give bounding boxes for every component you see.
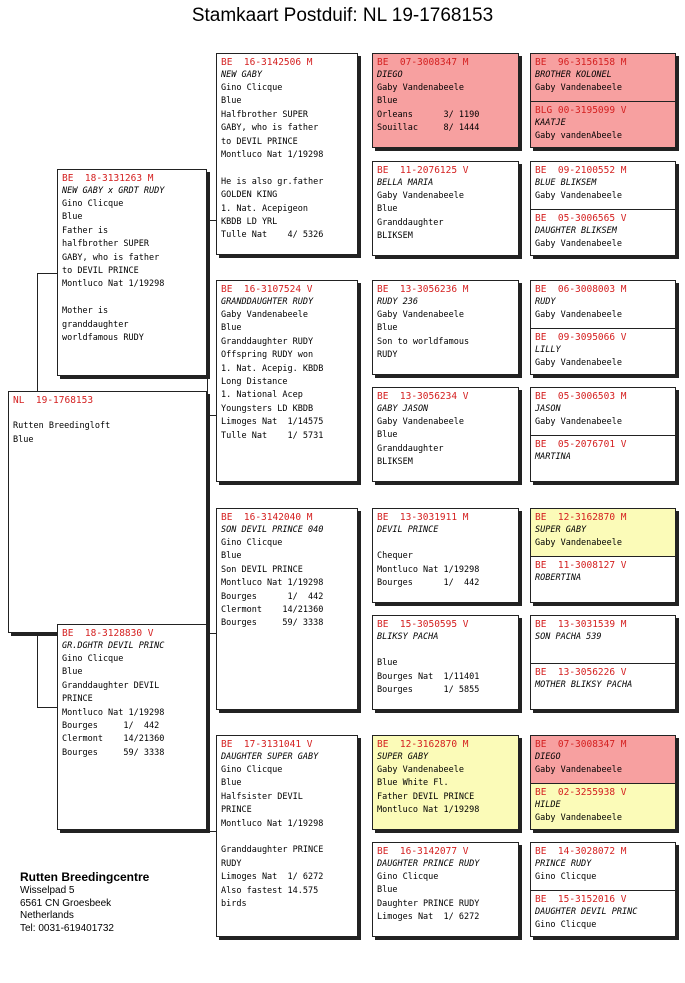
info-line: 1. Nat. Acepigeon [221,203,308,214]
info-line: Blue [221,778,242,789]
owner: Gino Clicque [535,920,597,930]
info-line: Blue White Fl. [377,778,449,789]
info-line: Gaby Vandenabeele [377,417,464,427]
pedigree-box-gen3 [372,615,519,710]
info-line: RUDY [377,350,398,361]
address-line: 6561 CN Groesbeek [20,897,112,909]
owner: Gaby Vandenabeele [535,310,622,320]
phone-number: Tel: 0031-619401732 [20,922,114,934]
ring-number: BE 11-3008127 V [535,560,627,571]
info-line [377,537,514,550]
pedigree-box-gen4 [530,387,676,482]
pigeon-name: SUPER GABY [377,752,429,762]
info-line: Bourges 1/ 442 [62,721,160,732]
ring-number: BE 13-3056234 V [377,391,469,402]
ring-number: BE 16-3142077 V [377,846,469,857]
owner: Gaby Vandenabeele [535,239,622,249]
page-title: Stamkaart Postduif: NL 19-1768153 [191,5,494,26]
pedigree-box-dam [57,624,207,830]
info-line: Gino Clicque [221,83,283,93]
info-line: GABY, who is father [62,252,160,263]
info-line: Souillac 8/ 1444 [377,123,480,134]
ring-number: BE 05-3006565 V [535,213,627,224]
ring-number: BE 13-3031539 M [535,619,627,630]
info-line: Blue [221,96,242,107]
owner [535,464,671,477]
info-line: Blue [377,885,398,896]
connector-sire-parents [207,220,208,415]
pedigree-box-gen2 [216,508,358,710]
ring-number: BE 16-3142506 M [221,57,313,68]
pedigree-box-gen4 [530,735,676,830]
owner: Gino Clicque [535,872,597,882]
info-line: Blue [377,96,398,107]
ring-number: BE 17-3131041 V [221,739,313,750]
info-line: Gino Clicque [377,872,439,882]
ring-number: BE 96-3156158 M [535,57,627,68]
pedigree-box-gen4 [530,842,676,937]
info-line: Clermont 14/21360 [221,605,324,616]
info-line: Orleans 3/ 1190 [377,109,480,120]
info-line: Granddaughter PRINCE [221,845,324,856]
pigeon-name: RUDY [535,297,556,307]
info-line [13,407,202,420]
info-line: halfbrother SUPER [62,239,149,250]
pedigree-box-sire [57,169,207,376]
info-line: Montluco Nat 1/19298 [62,707,165,718]
pigeon-name: MOTHER BLIKSY PACHA [535,680,633,690]
info-line [221,831,353,844]
connector-sire-sire [207,220,216,221]
info-line: Blue [377,430,398,441]
pigeon-name: PRINCE RUDY [535,859,592,869]
breeder-name: Rutten Breedingcentre [20,870,150,884]
info-line: Gino Clicque [221,538,283,548]
info-line: Montluco Nat 1/19298 [377,805,480,816]
ring-number: BE 15-3152016 V [535,894,627,905]
pedigree-box-gen4 [530,161,676,256]
info-line: GOLDEN KING [221,190,278,201]
info-line: Gaby Vandenabeele [377,765,464,775]
info-line: Granddaughter [377,443,444,454]
owner: Gaby Vandenabeele [535,417,622,427]
info-line: Bourges Nat 1/11401 [377,671,480,682]
pedigree-box-gen2 [216,53,358,255]
pigeon-name: JASON [535,404,561,414]
pigeon-name: DAUGHTER PRINCE RUDY [377,859,480,869]
info-line: Blue [13,434,34,445]
pedigree-box-gen4 [530,53,676,148]
info-line: Montluco Nat 1/19298 [221,818,324,829]
info-line: Daughter PRINCE RUDY [377,898,480,909]
ring-number: BE 12-3162870 M [535,512,627,523]
connector-sire [37,273,57,274]
owner: Gaby Vandenabeele [535,765,622,775]
pigeon-name: SON DEVIL PRINCE 040 [221,525,324,535]
info-line: He is also gr.father [221,176,324,187]
owner: Gaby vandenAbeele [535,131,622,141]
info-line: Rutten Breedingloft [13,421,111,432]
pigeon-name: NEW GABY [221,70,262,80]
info-line: Gaby Vandenabeele [377,191,464,201]
breeder-address [20,869,149,935]
info-line: Chequer [377,551,413,562]
pigeon-name: NEW GABY x GRDT RUDY [62,186,165,196]
info-line: Halfbrother SUPER [221,109,308,120]
info-line: Blue [221,551,242,562]
ring-number: BE 09-2100552 M [535,165,627,176]
info-line: Mother is [62,306,109,317]
info-line: Limoges Nat 1/ 6272 [221,872,324,883]
pedigree-box-gen3 [372,508,519,603]
pigeon-name: HILDE [535,800,561,810]
info-line: RUDY [221,858,242,869]
ring-number: BE 16-3107524 V [221,284,313,295]
connector-dam-dam [207,831,216,832]
pigeon-name: DIEGO [377,70,403,80]
info-line: Montluco Nat 1/19298 [62,279,165,290]
info-line: Tulle Nat 4/ 5326 [221,230,324,241]
info-line: granddaughter [62,319,129,330]
info-line: Bourges 59/ 3338 [62,747,165,758]
info-line: Clermont 14/21360 [62,734,165,745]
pigeon-name: SUPER GABY [535,525,587,535]
info-line: Bourges 1/ 442 [377,578,480,589]
info-line: Limoges Nat 1/ 6272 [377,912,480,923]
owner: Gaby Vandenabeele [535,191,622,201]
info-line: Son DEVIL PRINCE [221,564,303,575]
pigeon-name: DAUGHTER BLIKSEM [535,226,617,236]
info-line: Montluco Nat 1/19298 [221,578,324,589]
info-line [221,162,353,175]
info-line: Blue [377,658,398,669]
pedigree-box-gen2 [216,735,358,937]
pedigree-box-gen3 [372,387,519,482]
info-line: Gino Clicque [62,199,124,209]
pigeon-name: RUDY 236 [377,297,418,307]
info-line: KBDB LD YRL [221,217,278,228]
info-line: Bourges 59/ 3338 [221,618,324,629]
pigeon-name: MARTINA [535,452,571,462]
ring-number: BE 16-3142040 M [221,512,313,523]
address-line: Wisselpad 5 [20,885,75,896]
info-line: PRINCE [221,805,252,816]
info-line [62,292,202,305]
connector-dam [37,707,57,708]
pigeon-name: DIEGO [535,752,561,762]
ring-number: BE 13-3056226 V [535,667,627,678]
pedigree-box-gen2 [216,280,358,482]
info-line: Blue [221,323,242,334]
info-line: Granddaughter DEVIL [62,680,160,691]
pedigree-box-gen4 [530,280,676,375]
ring-number: BE 13-3031911 M [377,512,469,523]
connector-sire-dam [207,415,216,416]
owner: Gaby Vandenabeele [535,538,622,548]
pigeon-name: BLUE BLIKSEM [535,178,597,188]
ring-number: BE 12-3162870 M [377,739,469,750]
ring-number: BE 14-3028072 M [535,846,627,857]
info-line: Also fastest 14.575 [221,885,319,896]
info-line: BLIKSEM [377,457,413,468]
info-line: Halfsister DEVIL [221,791,303,802]
info-line: worldfamous RUDY [62,333,144,344]
info-line: Montluco Nat 1/19298 [377,564,480,575]
ring-number: BE 09-3095066 V [535,332,627,343]
info-line: Gaby Vandenabeele [377,83,464,93]
ring-number: BE 02-3255938 V [535,787,627,798]
connector-dam-parents [207,633,208,831]
info-line: Father is [62,225,109,236]
pedigree-box-gen3 [372,280,519,375]
owner: Gaby Vandenabeele [535,358,622,368]
ring-number: BE 05-3006503 M [535,391,627,402]
pedigree-box-gen3 [372,53,519,148]
info-line: Granddaughter RUDY [221,336,314,347]
info-line: Long Distance [221,377,288,388]
info-line: Offspring RUDY won [221,350,314,361]
info-line: PRINCE [62,694,93,705]
pigeon-name: ROBERTINA [535,573,582,583]
info-line: birds [221,899,247,910]
ring-number: NL 19-1768153 [13,395,94,406]
info-line: Blue [62,667,83,678]
pedigree-box-gen4 [530,508,676,603]
pigeon-name: KAATJE [535,118,566,128]
info-line: Gaby Vandenabeele [377,310,464,320]
pedigree-box-gen3 [372,842,519,937]
info-line: Gaby Vandenabeele [221,310,308,320]
info-line: to DEVIL PRINCE [221,136,298,147]
pigeon-name: GABY JASON [377,404,429,414]
connector-dam-sire [207,633,216,634]
owner [535,644,671,657]
pigeon-name: GRANDDAUGHTER RUDY [221,297,314,307]
ring-number: BE 11-2076125 V [377,165,469,176]
info-line: Youngsters LD KBDB [221,403,314,414]
info-line: Gino Clicque [62,654,124,664]
ring-number: BE 07-3008347 M [535,739,627,750]
info-line: Granddaughter [377,217,444,228]
pigeon-name: BROTHER KOLONEL [535,70,612,80]
info-line: GABY, who is father [221,123,319,134]
info-line: 1. National Acep [221,390,303,401]
info-line: 1. Nat. Acepig. KBDB [221,363,324,374]
info-line: Bourges 1/ 5855 [377,685,480,696]
ring-number: BE 07-3008347 M [377,57,469,68]
owner [535,692,671,705]
pedigree-box-subject [8,391,207,633]
info-line: Blue [62,212,83,223]
pigeon-name: DAUGHTER DEVIL PRINC [535,907,638,917]
pigeon-name: SON PACHA 539 [535,632,602,642]
ring-number: BE 18-3131263 M [62,173,154,184]
ring-number: BE 18-3128830 V [62,628,154,639]
pigeon-name: DEVIL PRINCE [377,525,439,535]
owner [535,585,671,598]
ring-number: BLG 00-3195099 V [535,105,627,116]
pedigree-box-gen3 [372,161,519,256]
ring-number: BE 06-3008003 M [535,284,627,295]
ring-number: BE 13-3056236 M [377,284,469,295]
info-line: Bourges 1/ 442 [221,591,324,602]
pedigree-box-gen4 [530,615,676,710]
owner: Gaby Vandenabeele [535,813,622,823]
info-line: Son to worldfamous [377,336,470,347]
info-line [377,644,514,657]
info-line: Blue [377,204,398,215]
info-line: Tulle Nat 1/ 5731 [221,430,324,441]
info-line: Blue [377,323,398,334]
owner: Gaby Vandenabeele [535,83,622,93]
info-line: to DEVIL PRINCE [62,266,139,277]
info-line: Limoges Nat 1/14575 [221,417,324,428]
pigeon-name: GR.DGHTR DEVIL PRINC [62,641,165,651]
info-line: Gino Clicque [221,765,283,775]
pigeon-name: BELLA MARIA [377,178,434,188]
ring-number: BE 05-2076701 V [535,439,627,450]
info-line: Father DEVIL PRINCE [377,791,475,802]
pigeon-name: LILLY [535,345,561,355]
ring-number: BE 15-3050595 V [377,619,469,630]
pigeon-name: BLIKSY PACHA [377,632,439,642]
address-line: Netherlands [20,910,74,921]
pedigree-box-gen3 [372,735,519,830]
info-line: Montluco Nat 1/19298 [221,150,324,161]
info-line: BLIKSEM [377,231,413,242]
pigeon-name: DAUGHTER SUPER GABY [221,752,319,762]
